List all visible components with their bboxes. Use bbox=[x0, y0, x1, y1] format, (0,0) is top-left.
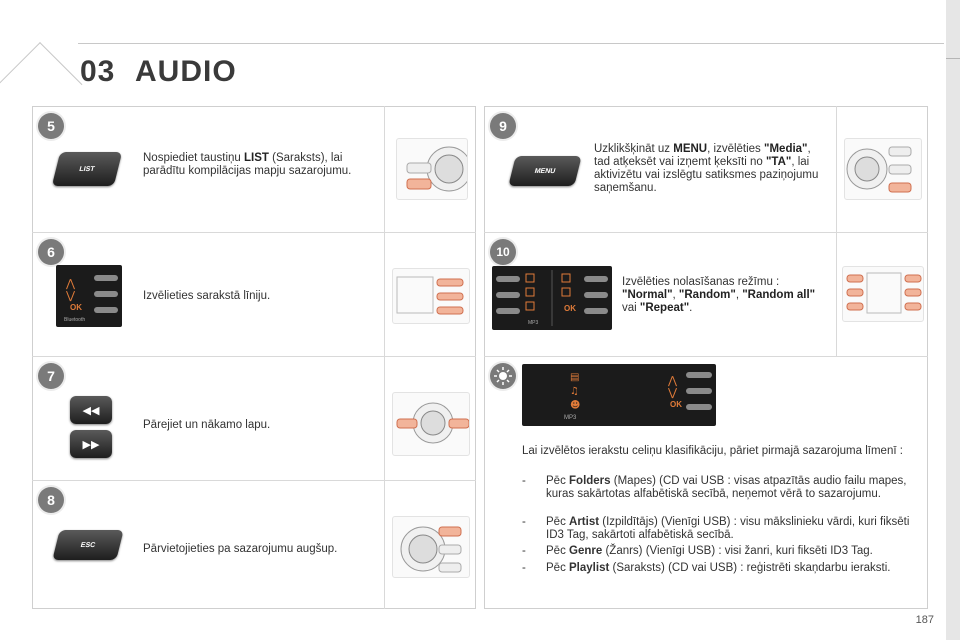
radio-knob-icon bbox=[393, 517, 470, 578]
divider bbox=[32, 356, 476, 357]
bluetooth-label: Bluetooth bbox=[64, 317, 86, 323]
info-intro: Lai izvēlētos ierakstu celiņu klasifikāciju, pāriet pirmajā sazarojuma līmenī : bbox=[522, 445, 903, 457]
menu-button[interactable] bbox=[508, 156, 581, 186]
radio-thumbnail-mode bbox=[842, 266, 924, 322]
radio-thumbnail-seek bbox=[392, 392, 470, 456]
ok-label: OK bbox=[670, 400, 682, 409]
radio-thumbnail-select bbox=[392, 268, 470, 324]
rewind-icon: ◀◀ bbox=[82, 404, 100, 417]
radio-knob-icon bbox=[397, 139, 468, 200]
ok-label: OK bbox=[564, 304, 576, 313]
mp3-label: MP3 bbox=[564, 415, 577, 421]
step-9-text: Uzklikšķināt uz MENU, izvēlēties "Media", tad atķeksēt vai izņemt ķeksīti no "TA", lai aktivizētu vai izslēgtu satiksmes paziņojumu saņemšanu. bbox=[594, 143, 819, 194]
side-tab-bar bbox=[946, 0, 960, 640]
display-screen-list bbox=[56, 265, 122, 327]
step-badge-5: 5 bbox=[38, 113, 64, 139]
next-page-button[interactable] bbox=[70, 430, 112, 458]
divider bbox=[32, 480, 476, 481]
step-8-text: Pārvietojieties pa sazarojumu augšup. bbox=[143, 543, 338, 555]
ok-label: OK bbox=[70, 303, 82, 312]
svg-text:♫: ♫ bbox=[570, 386, 579, 397]
button-panel-icon bbox=[393, 269, 470, 324]
step-6-text: Izvēlieties sarakstā līniju. bbox=[143, 290, 271, 302]
page-number: 187 bbox=[915, 614, 934, 626]
step-7-text: Pārejiet un nākamo lapu. bbox=[143, 419, 271, 431]
divider bbox=[484, 232, 928, 233]
header-rule bbox=[78, 43, 944, 44]
radio-knob-icon bbox=[393, 393, 470, 456]
divider bbox=[484, 356, 928, 357]
svg-text:⋁: ⋁ bbox=[668, 386, 678, 399]
list-button[interactable] bbox=[52, 152, 122, 186]
info-sun-icon bbox=[490, 363, 516, 389]
step-badge-8: 8 bbox=[38, 487, 64, 513]
divider bbox=[836, 106, 837, 356]
divider bbox=[384, 106, 385, 609]
display-screen-mode bbox=[492, 266, 612, 330]
step-5-text: Nospiediet taustiņu LIST (Saraksts), lai parādītu kompilācijas mapju sazarojumu. bbox=[143, 152, 352, 177]
button-panel-icon bbox=[843, 267, 924, 322]
svg-text:▤: ▤ bbox=[570, 372, 580, 383]
sort-menu-icons bbox=[522, 364, 716, 426]
esc-button-label: ESC bbox=[79, 541, 97, 549]
radio-thumbnail-list bbox=[396, 138, 468, 200]
esc-button[interactable] bbox=[52, 530, 123, 560]
previous-page-button[interactable] bbox=[70, 396, 112, 424]
mp3-label: MP3 bbox=[528, 320, 539, 326]
radio-thumbnail-esc bbox=[392, 516, 470, 578]
step-badge-7: 7 bbox=[38, 363, 64, 389]
chapter-title: AUDIO bbox=[135, 55, 237, 88]
list-button-label: LIST bbox=[78, 165, 96, 173]
radio-knob-icon bbox=[845, 139, 922, 200]
display-screen-sort bbox=[522, 364, 716, 426]
svg-text:☻: ☻ bbox=[570, 400, 581, 411]
chapter-number: 03 bbox=[80, 55, 116, 88]
step-badge-9: 9 bbox=[490, 113, 516, 139]
up-arrow-icon: ⋀ bbox=[66, 277, 76, 290]
step-10-text: Izvēlēties nolasīšanas režīmu : "Normal", "Random", "Random all" vai "Repeat". bbox=[622, 276, 816, 314]
fast-forward-icon: ▶▶ bbox=[82, 438, 100, 451]
step-badge-6: 6 bbox=[38, 239, 64, 265]
menu-button-label: MENU bbox=[533, 167, 557, 175]
down-arrow-icon: ⋁ bbox=[66, 289, 76, 302]
divider bbox=[32, 232, 476, 233]
play-mode-icons bbox=[492, 266, 612, 330]
radio-thumbnail-menu bbox=[844, 138, 922, 200]
svg-text:⋀: ⋀ bbox=[668, 374, 678, 387]
step-badge-10: 10 bbox=[490, 239, 516, 265]
